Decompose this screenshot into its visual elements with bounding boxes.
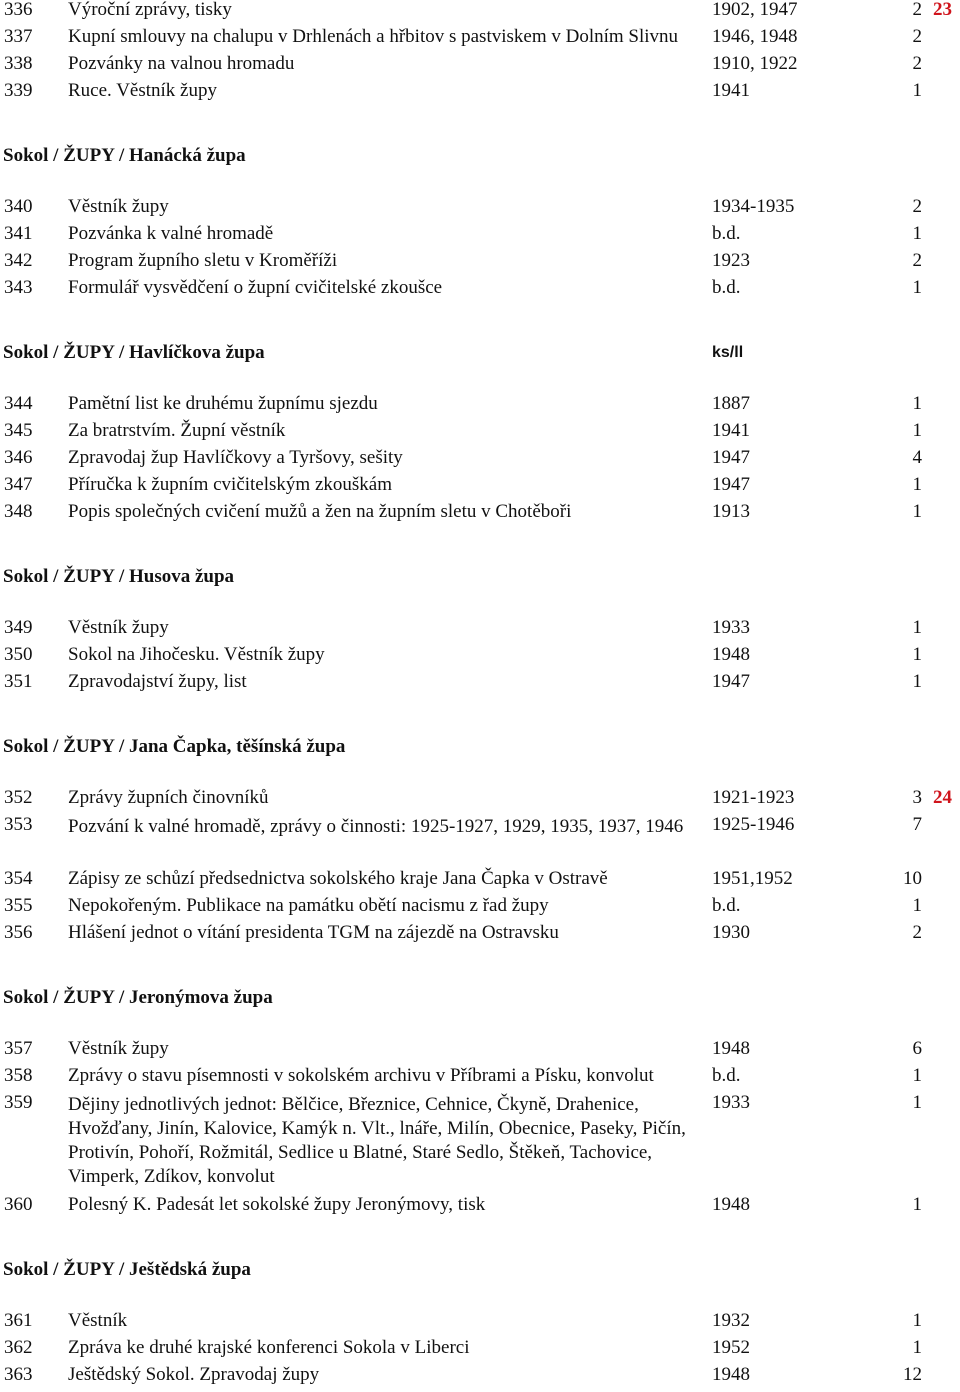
item-title: Výroční zprávy, tisky [68, 0, 232, 20]
item-number: 343 [4, 277, 33, 298]
inventory-row [0, 672, 960, 699]
inventory-row [0, 788, 960, 815]
item-title: Věstník župy [68, 196, 169, 217]
section-heading: Sokol / ŽUPY / Havlíčkova župa [3, 342, 265, 363]
item-year: 1947 [712, 447, 750, 468]
section-heading: Sokol / ŽUPY / Husova župa [3, 566, 235, 587]
item-title: Pozvánky na valnou hromadu [68, 53, 295, 74]
inventory-row [0, 618, 960, 645]
item-year: 1946, 1948 [712, 26, 798, 47]
item-count: 1 [912, 1337, 922, 1358]
item-number: 359 [4, 1092, 33, 1113]
item-number: 336 [4, 0, 33, 20]
item-number: 363 [4, 1364, 33, 1385]
item-number: 338 [4, 53, 33, 74]
item-title: Věstník [68, 1310, 128, 1331]
inventory-row [0, 815, 960, 842]
item-count: 1 [912, 501, 922, 522]
item-number: 352 [4, 787, 33, 808]
item-year: 1932 [712, 1310, 750, 1331]
item-year: 1887 [712, 393, 750, 414]
inventory-row [0, 1311, 960, 1338]
item-number: 341 [4, 223, 33, 244]
item-title: Zpravodajství župy, list [68, 671, 247, 692]
inventory-row [0, 1066, 960, 1093]
item-year: 1941 [712, 80, 750, 101]
item-title: Zprávy župních činovníků [68, 787, 269, 808]
item-year: 1902, 1947 [712, 0, 798, 20]
item-year: 1933 [712, 1092, 750, 1113]
item-title: Ruce. Věstník župy [68, 80, 217, 101]
item-title: Program župního sletu v Kroměříži [68, 250, 338, 271]
inventory-row [0, 502, 960, 529]
item-count: 7 [912, 814, 922, 835]
item-number: 345 [4, 420, 33, 441]
section-heading: Sokol / ŽUPY / Jeronýmova župa [3, 987, 273, 1008]
item-year: 1925-1946 [712, 814, 795, 835]
item-year: 1941 [712, 420, 750, 441]
inventory-row [0, 1338, 960, 1365]
item-year: 1952 [712, 1337, 750, 1358]
item-count: 1 [912, 644, 922, 665]
inventory-row [0, 278, 960, 305]
item-title: Dějiny jednotlivých jednot: Bělčice, Březnice, Cehnice, Čkyně, Drahenice, Hvožďany, Jinín, Kalovice, Kamýk n. Vlt., lnáře, Milín, Obecnice, Paseky, Pičín, Protivín, Pohoří, Rožmitál, Sedlice u Blatné, Staré Sedlo, Štěkeň, Tachovice, Vimperk, Zdíkov, konvolut [68, 1094, 686, 1187]
item-number: 356 [4, 922, 33, 943]
item-year: 1948 [712, 1194, 750, 1215]
item-year: 1947 [712, 671, 750, 692]
item-title: Hlášení jednot o vítání presidenta TGM na zájezdě na Ostravsku [68, 922, 559, 943]
item-number: 349 [4, 617, 33, 638]
item-count: 1 [912, 80, 922, 101]
item-number: 353 [4, 814, 33, 835]
item-count: 2 [912, 0, 922, 20]
item-year: b.d. [712, 895, 741, 916]
item-year: 1913 [712, 501, 750, 522]
box-number: 24 [933, 787, 952, 808]
item-number: 348 [4, 501, 33, 522]
item-title: Věstník župy [68, 617, 169, 638]
item-year: 1948 [712, 644, 750, 665]
inventory-row [0, 27, 960, 54]
item-title: Polesný K. Padesát let sokolské župy Jeronýmovy, tisk [68, 1194, 486, 1215]
inventory-row [0, 448, 960, 475]
inventory-row [0, 1195, 960, 1222]
section-code: ks/ll [712, 344, 744, 361]
item-year: b.d. [712, 223, 741, 244]
item-count: 1 [912, 1092, 922, 1113]
inventory-row [0, 394, 960, 421]
item-title: Příručka k župním cvičitelským zkouškám [68, 474, 392, 495]
inventory-row [0, 81, 960, 108]
item-title: Popis společných cvičení mužů a žen na župním sletu v Chotěboři [68, 501, 572, 522]
item-count: 1 [912, 1194, 922, 1215]
item-title: Pamětní list ke druhému župnímu sjezdu [68, 393, 378, 414]
inventory-row [0, 1039, 960, 1066]
item-title: Zprávy o stavu písemnosti v sokolském archivu v Příbrami a Písku, konvolut [68, 1065, 654, 1086]
item-title: Ještědský Sokol. Zpravodaj župy [68, 1364, 320, 1385]
item-count: 1 [912, 474, 922, 495]
item-year: 1910, 1922 [712, 53, 798, 74]
inventory-row [0, 645, 960, 672]
item-number: 337 [4, 26, 33, 47]
item-count: 1 [912, 223, 922, 244]
item-count: 3 [912, 787, 922, 808]
item-number: 360 [4, 1194, 33, 1215]
item-count: 4 [912, 447, 922, 468]
item-number: 340 [4, 196, 33, 217]
inventory-row [0, 197, 960, 224]
inventory-row [0, 896, 960, 923]
item-count: 12 [903, 1364, 922, 1385]
item-year: 1934-1935 [712, 196, 795, 217]
item-count: 1 [912, 1310, 922, 1331]
item-number: 355 [4, 895, 33, 916]
item-number: 350 [4, 644, 33, 665]
item-number: 361 [4, 1310, 33, 1331]
item-count: 1 [912, 420, 922, 441]
inventory-row [0, 1365, 960, 1392]
item-year: 1947 [712, 474, 750, 495]
item-number: 362 [4, 1337, 33, 1358]
item-year: 1930 [712, 922, 750, 943]
item-count: 1 [912, 671, 922, 692]
item-count: 1 [912, 1065, 922, 1086]
item-number: 351 [4, 671, 33, 692]
item-title: Pozvání k valné hromadě, zprávy o činnosti: 1925-1927, 1929, 1935, 1937, 1946 [68, 816, 684, 837]
section-heading: Sokol / ŽUPY / Jana Čapka, těšínská župa [3, 736, 346, 757]
item-number: 357 [4, 1038, 33, 1059]
item-title: Formulář vysvědčení o župní cvičitelské zkoušce [68, 277, 443, 298]
item-count: 6 [912, 1038, 922, 1059]
item-count: 1 [912, 277, 922, 298]
item-title: Kupní smlouvy na chalupu v Drhlenách a hřbitov s pastviskem v Dolním Slivnu [68, 26, 679, 47]
item-title: Nepokořeným. Publikace na památku obětí nacismu z řad župy [68, 895, 549, 916]
item-title: Pozvánka k valné hromadě [68, 223, 274, 244]
inventory-row [0, 1092, 960, 1187]
item-count: 2 [912, 922, 922, 943]
item-title: Věstník župy [68, 1038, 169, 1059]
item-count: 1 [912, 895, 922, 916]
inventory-row [0, 475, 960, 502]
item-count: 2 [912, 196, 922, 217]
item-year: 1948 [712, 1038, 750, 1059]
inventory-row [0, 251, 960, 278]
item-number: 346 [4, 447, 33, 468]
inventory-row [0, 0, 960, 27]
box-number: 23 [933, 0, 952, 20]
item-title: Sokol na Jihočesku. Věstník župy [68, 644, 325, 665]
item-title: Za bratrstvím. Župní věstník [68, 420, 286, 441]
item-title: Zápisy ze schůzí předsednictva sokolského kraje Jana Čapka v Ostravě [68, 868, 608, 889]
inventory-row [0, 54, 960, 81]
inventory-row [0, 224, 960, 251]
inventory-row [0, 869, 960, 896]
item-number: 339 [4, 80, 33, 101]
item-number: 358 [4, 1065, 33, 1086]
item-year: b.d. [712, 1065, 741, 1086]
item-number: 344 [4, 393, 33, 414]
item-count: 10 [903, 868, 922, 889]
inventory-row [0, 421, 960, 448]
item-count: 1 [912, 617, 922, 638]
item-year: b.d. [712, 277, 741, 298]
item-number: 342 [4, 250, 33, 271]
item-count: 1 [912, 393, 922, 414]
section-heading: Sokol / ŽUPY / Ještědská župa [3, 1259, 251, 1280]
item-count: 2 [912, 26, 922, 47]
item-title: Zpravodaj žup Havlíčkovy a Tyršovy, sešity [68, 447, 403, 468]
item-number: 354 [4, 868, 33, 889]
inventory-row [0, 923, 960, 950]
item-year: 1951,1952 [712, 868, 793, 889]
item-year: 1948 [712, 1364, 750, 1385]
item-year: 1921-1923 [712, 787, 795, 808]
item-title: Zpráva ke druhé krajské konferenci Sokola v Liberci [68, 1337, 470, 1358]
item-year: 1923 [712, 250, 750, 271]
section-heading: Sokol / ŽUPY / Hanácká župa [3, 145, 246, 166]
item-year: 1933 [712, 617, 750, 638]
item-count: 2 [912, 250, 922, 271]
item-number: 347 [4, 474, 33, 495]
item-count: 2 [912, 53, 922, 74]
